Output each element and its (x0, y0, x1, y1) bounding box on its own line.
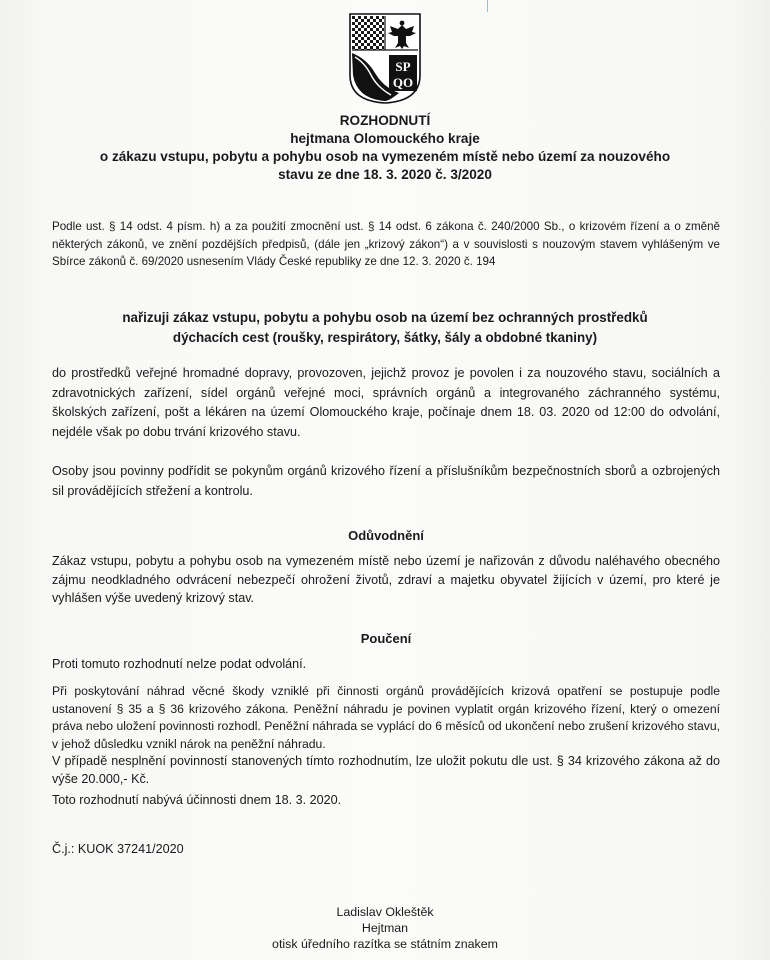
instruction-paragraph-effect: Toto rozhodnutí nabývá účinnosti dnem 18. 3. 2020. (52, 793, 342, 807)
page-edge-line (487, 0, 488, 12)
instruction-paragraph-appeal: Proti tomuto rozhodnutí nelze podat odvolání. (52, 657, 307, 671)
olomouc-region-crest-icon (349, 13, 421, 104)
obligation-paragraph: Osoby jsou povinny podřídit se pokynům orgánů krizového řízení a příslušníkům bezpečnostních sborů a ozbrojených sil provádějících střežení a kontrolu. (52, 464, 720, 498)
reference-number: Č.j.: KUOK 37241/2020 (52, 842, 184, 856)
instruction-heading: Poučení (360, 631, 412, 646)
instruction-paragraph-compensation: Při poskytování náhrad věcné škody vzniklé při činnosti orgánů provádějících krizová opatření se postupuje podle ustanovení § 35 a § 36 krizového zákona. Peněžní náhradu je povinen vyplatit orgán krizového řízení, který o omezení práva nebo uložení povinnosti rozhodl. Peněžní náhrada se vyplácí do 6 měsíců od ukončení nebo zrušení krizového stavu, v jehož důsledku vznikl nárok na peněžní náhradu. (52, 684, 720, 751)
crest-text-qo: QO (392, 75, 414, 90)
justification-paragraph: Zákaz vstupu, pobytu a pohybu osob na vymezeném místě nebo území je nařizován z důvodu naléhavého obecného zájmu neodkladného odvrácení nebezpečí ohrožení životů, zdraví a majetku obyvatel žijících v území, pro které je vyhlášen výše uvedený krizový stav. (52, 554, 720, 605)
order-statement (60, 308, 710, 348)
document-subject-line-1: o zákazu vstupu, pobytu a pohybu osob na vymezeném místě nebo území za nouzového (99, 149, 671, 164)
legal-basis-paragraph: Podle ust. § 14 odst. 4 písm. h) a za použití zmocnění ust. § 14 odst. 6 zákona č. 240/2000 Sb., o krizovém řízení a o změně některých zákonů, ve znění pozdějších předpisů, (dále jen „krizový zákon“) a v souvislosti s nouzovým stavem vyhlášeným ve Sbírce zákonů č. 69/2020 usnesením Vlády České republiky ze dne 12. 3. 2020 č. 194 (52, 220, 720, 268)
order-line-2: dýchacích cest (roušky, respirátory, šátky, šály a obdobné tkaniny) (172, 330, 598, 345)
instruction-paragraph-penalty: V případě nesplnění povinností stanovených tímto rozhodnutím, lze uložit pokutu dle ust. § 34 krizového zákona až do výše 20.000,- Kč. (52, 754, 720, 786)
document-subject-line-2: stavu ze dne 18. 3. 2020 č. 3/2020 (278, 167, 492, 182)
crest-text-sp: SP (395, 59, 411, 74)
document-issuer: hejtmana Olomouckého kraje (290, 131, 480, 146)
signature-title: Hejtman (361, 921, 409, 935)
scope-paragraph: do prostředků veřejné hromadné dopravy, provozoven, jejichž provoz je povolen i za nouzového stavu, sociálních a zdravotnických zařízení, sídel orgánů veřejné moci, správních orgánů a integrovaného záchranného systému, školských zařízení, pošt a lékáren na území Olomouckého kraje, počínaje dnem 18. 03. 2020 od 12:00 do odvolání, nejdéle však po dobu trvání krizového stavu. (52, 366, 720, 439)
signature-name: Ladislav Okleštěk (336, 905, 434, 919)
signature-stamp-note: otisk úředního razítka se státním znakem (272, 937, 498, 951)
justification-heading: Odůvodnění (348, 528, 424, 543)
document-title: ROZHODNUTÍ (339, 113, 431, 128)
order-line-1: nařizuji zákaz vstupu, pobytu a pohybu osob na území bez ochranných prostředků (122, 310, 648, 325)
